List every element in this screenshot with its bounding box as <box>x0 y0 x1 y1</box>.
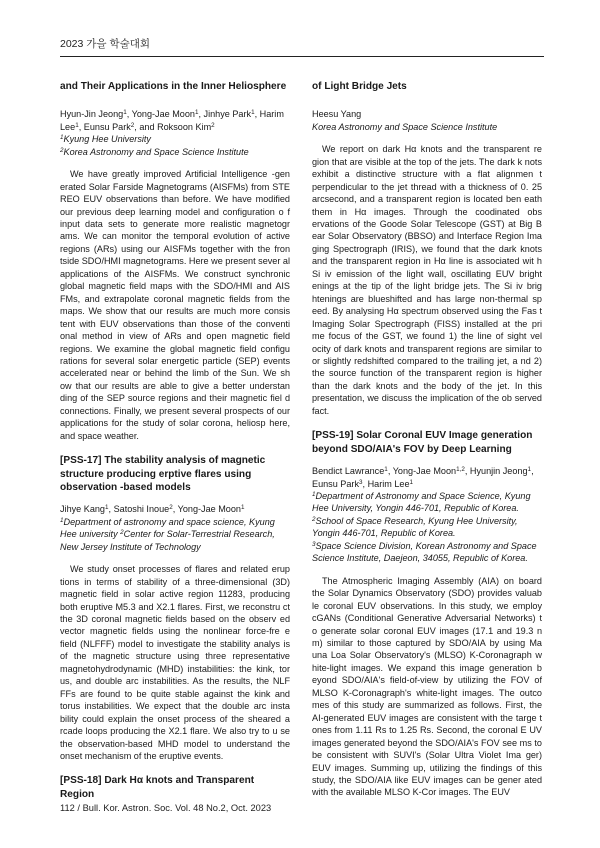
affiliation-line: $^3$Space Science Division, Korean Astronomy and Space Science Institute, Daejeon, 34055, Republic of Korea. <box>312 540 537 564</box>
author-name: Bendict Lawrance <box>312 466 385 477</box>
author-separator: , <box>362 478 368 489</box>
author-separator: , <box>387 466 393 477</box>
author-affiliation-mark: 1 <box>194 109 199 117</box>
affiliation-list <box>60 133 290 158</box>
author-name: Yong-Jae Moon <box>177 504 241 515</box>
abstract-title: [PSS-19] Solar Coronal EUV Image generation beyond SDO/AIA's FOV by Deep Learning <box>312 430 533 455</box>
author-affiliation-mark: 1 <box>240 504 245 512</box>
author-name: Yong-Jae Moon <box>131 109 195 120</box>
affiliation-text: $^1$Department of astronomy and space science, Kyung Hee university $^2$Center for Solar-Terrestrial Research, New Jersey Institute of Technology <box>60 516 275 552</box>
affiliation-line: $^1$Department of Astronomy and Space Science, Kyung Hee University, Yongin 446-701, Republic of Korea. <box>312 491 531 514</box>
author-separator: , <box>531 466 534 477</box>
author-name: Roksoon Kim <box>157 121 212 132</box>
author-affiliation-mark: 1 <box>75 121 79 129</box>
author-name: Hyunjin Jeong <box>469 466 528 477</box>
author-name: Yong-Jae Moon <box>392 466 457 477</box>
author-list <box>312 465 542 490</box>
author-affiliation-mark: 1 <box>123 109 127 117</box>
abstract-body: We have greatly improved Artificial Intelligence -gen erated Solar Farside Magnetograms (AISFMs) from STE REO EUV observations than before. We have modified our previous deep learning model and configuration o f input data sets to generate more realistic magnetogr ams. We can monitor the temporal evolution of active regions (ARs) using our AISFMs together with the fron tside SDO/HMI magnetograms. Here we present sever al applications of the AISFMs. We construct synchronic global magnetic field maps with the SDO/HMI and AIS FMs, and extrapolate coronal magnetic fields from the maps. We show that our results are much more consis tent with EUV observations than those of the conventi onal method in view of ARs and open magnetic field regions. We examine the global magnetic field configu rations for several solar energetic particle (SEP) events accelerated near or behind the limb of the Sun. We sh ow that our results are able to give a better understan ding of the SEP source regions and their magnetic fiel d connections. Finally, we present several prospects of our applications for the study of solar corona, heliosp here, and space weather. <box>60 169 290 441</box>
abstract-body: The Atmospheric Imaging Assembly (AIA) on board the Solar Dynamics Observatory (SDO) provides valuab le coronal EUV observations. In this study, we employ cGANs (Conditional Generative Adversarial Networks) t o generate solar coronal EUV images (17.1 and 19.3 n m) similar to those captured by SDO/AIA by using Ma una Loa Solar Observatory's (MLSO) K-Coronagraph w hite-light images. We expand this image generation b eyond SDO/AIA's field-of-view by utilizing the FOV of MLSO K-Coronagraph's white-light images. The outco mes of this study are summarized as follows. First, the AI-generated EUV images are consistent with the targe t ones from 1.11 Rs to 1.25 Rs. Second, the coronal E UV images generated beyond the SDO/AIA's FOV see ms to be consistent with SUVI's (Solar Ultra Violet Ima ger) EUV images. Summing up, utilizing the findings of this study, the SDO/AIA like EUV images can be gener ated with the available MLSO K-Cor images. The EUV <box>312 575 542 798</box>
author-affiliation-mark: 2 <box>130 121 135 129</box>
abstract-title: [PSS-17] The stability analysis of magnetic structure producing erptive flares using observation -based models <box>60 455 266 493</box>
author-name: Jihye Kang <box>60 504 105 515</box>
author-list <box>60 108 290 133</box>
header-rule <box>60 56 544 57</box>
page-footer: 112 / Bull. Kor. Astron. Soc. Vol. 48 No.2, Oct. 2023 <box>60 803 272 813</box>
author-name: Eunsu Park <box>312 478 360 489</box>
author-name: Heesu Yang <box>312 109 362 120</box>
author-affiliation-mark: 3 <box>359 478 363 486</box>
affiliation-text: Korea Astronomy and Space Science Institute <box>312 121 498 132</box>
author-name: Harim Lee <box>367 478 410 489</box>
affiliation-list <box>312 490 542 565</box>
author-separator: , <box>254 109 260 120</box>
affiliation-line: $^1$Kyung Hee University <box>60 134 151 145</box>
author-name: Eunsu Park <box>83 121 131 132</box>
author-name: Jinhye Park <box>203 109 252 120</box>
author-separator: , and <box>134 121 158 132</box>
author-name: Harim Lee <box>60 109 284 132</box>
author-separator: , <box>198 109 204 120</box>
author-name: Satoshi Inoue <box>113 504 170 515</box>
author-affiliation-mark: 1,2 <box>456 466 465 474</box>
left-column <box>60 74 290 801</box>
author-affiliation-mark: 1 <box>105 504 109 512</box>
author-affiliation-mark: 1 <box>384 466 388 474</box>
author-affiliation-mark: 1 <box>527 466 532 474</box>
affiliation-line: $^2$Korea Astronomy and Space Science Institute <box>60 146 249 157</box>
author-affiliation-mark: 1 <box>409 478 414 486</box>
author-affiliation-mark: 2 <box>169 504 173 512</box>
author-affiliation-mark: 2 <box>211 121 215 129</box>
author-affiliation-mark: 1 <box>251 109 255 117</box>
affiliation-line: $^2$School of Space Research, Kyung Hee University, Yongin 446-701, Republic of Korea. <box>312 515 518 539</box>
running-header: 2023 가을 학술대회 <box>60 38 151 50</box>
author-separator: , <box>126 109 132 120</box>
author-separator: , <box>108 504 114 515</box>
abstract-title-continuation: and Their Applications in the Inner Heliosphere <box>60 81 287 92</box>
author-separator: , <box>78 121 84 132</box>
author-separator: , <box>464 466 470 477</box>
abstract-title: [PSS-18] Dark Hα knots and Transparent Region <box>60 775 255 800</box>
author-list <box>60 503 290 515</box>
abstract-body: We report on dark Hα knots and the transparent re gion that are visible at the top of the jets. The dark k nots exhibit a distinctive structure with a flat alignmen t perpendicular to the jet thread with a thickness of 0. 25 arcsecond, and a transparent region is located ben eath them in Hα images. Through the coodinated obs ervations of the Goode Solar Telescope (GST) at Big B ear Solar Observatory (BBSO) and Interface Region Ima ging Spectrograph (IRIS), we found that the dark knots and the transparent region in Hα line is associated wit h Si iv emission of the light wall, oscillating EUV bright enings at the tip of the light bridge jets. The Si iv brig htenings are blueshifted and has large non-thermal sp eed. By analysing Hα spectrum observed using the Fas t Imaging Solar Spectrograph (FISS) installed at the pri me focus of the GST, we found 1) the line of sight vel ocity of dark knots and transparent regions are similar to or slightly redshifted compared to the trailing jet, a nd 2) the source function of the transparent region is higher than the dark knots and the body of the jet. In this presentation, we discuss the implication of the ob served fact. <box>312 144 542 416</box>
abstract-body: We study onset processes of flares and related erup tions in terms of stability of a three-dimensional (3D) magnetic field in solar active region 11283, producing both eruptive M5.3 and X2.1 flares. First, we reconstru ct the 3D coronal magnetic fields based on the observ ed vector magnetic fields using the nonlinear force-fre e field (NLFFF) model to investigate the stability analys is of the magnetic structure using three representative magnetohydrodynamic (MHD) instabilities: the kink, tor us, and double arc instabilities. As the results, the NLF FFs are found to be quite stable against the kink and torus instabilities. We expect that the double arc insta bility could explain the onset process of the sheared a rcade loops producing the X2.1 flare. We also try to u se the observation-based MHD model to understand the onset mechanism of the eruptive events. <box>60 564 290 762</box>
author-separator: , <box>172 504 178 515</box>
author-name: Hyun-Jin Jeong <box>60 109 124 120</box>
abstract-title-continuation: of Light Bridge Jets <box>312 81 407 92</box>
right-column <box>312 74 542 799</box>
